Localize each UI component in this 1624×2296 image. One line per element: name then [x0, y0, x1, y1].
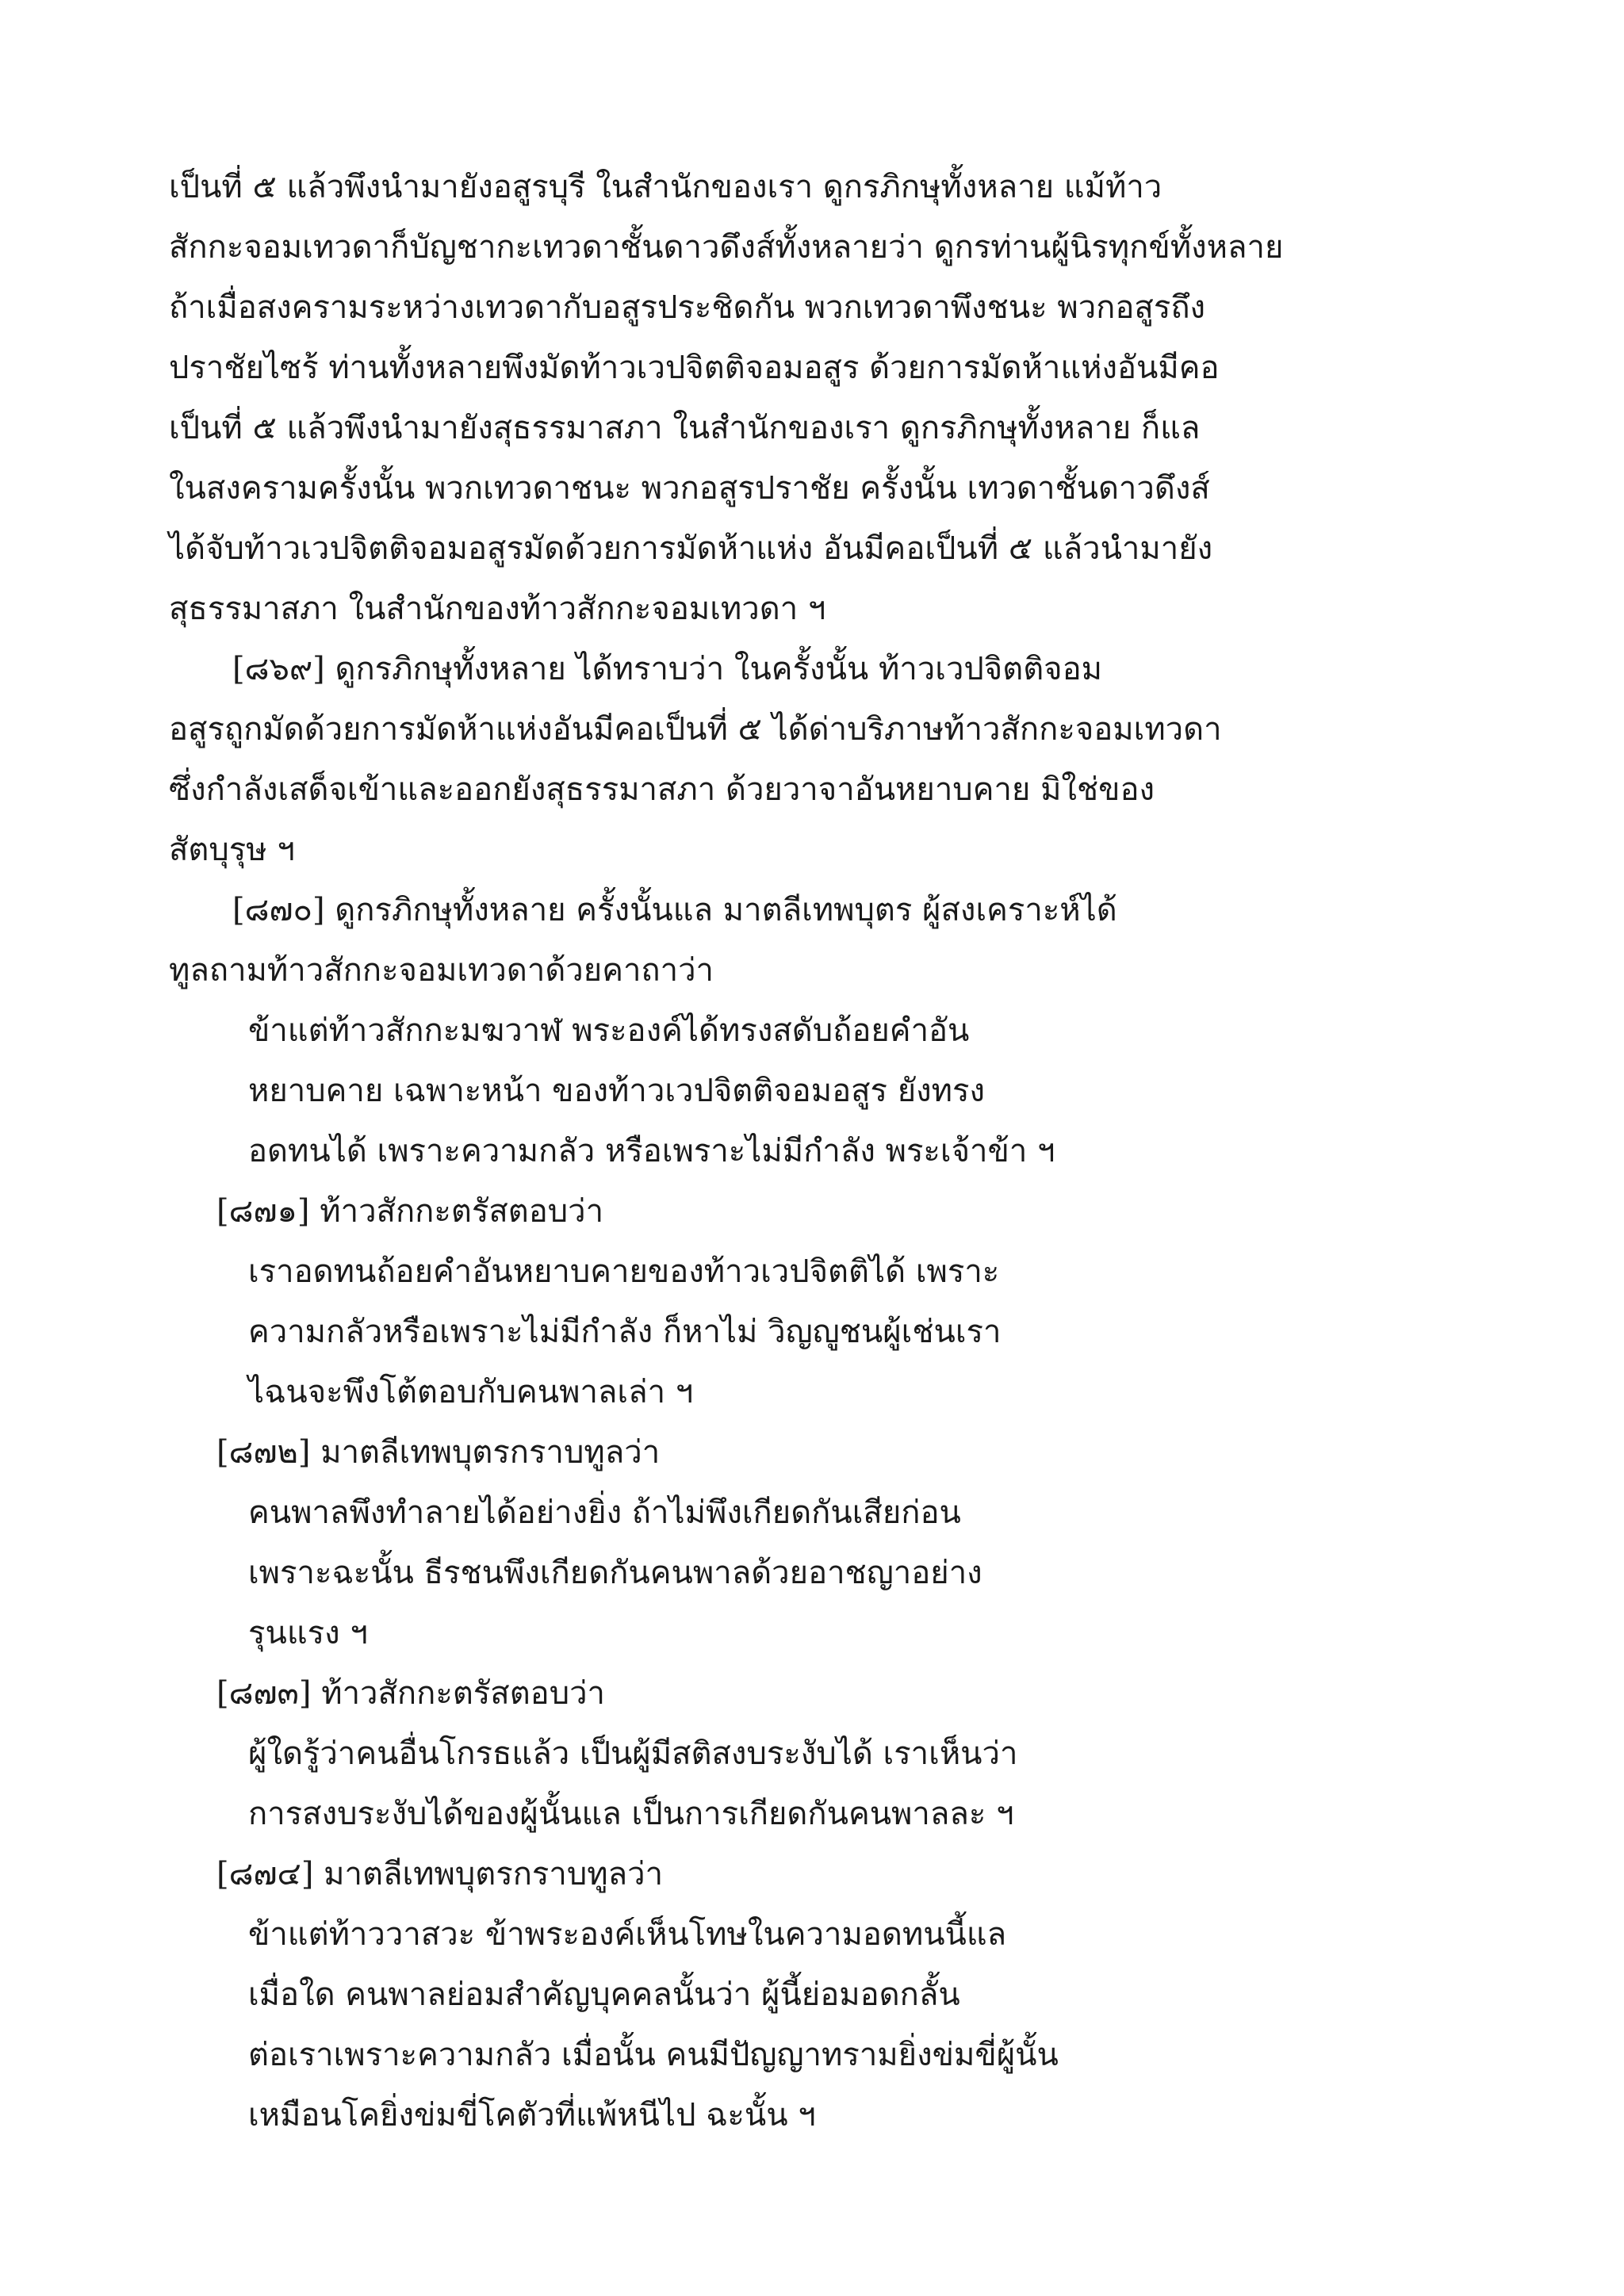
verse-line: ความกลัวหรือเพราะไม่มีกำลัง ก็หาไม่ วิญญูชนผู้เช่นเรา [248, 1314, 1002, 1350]
verse-line: ข้าแต่ท้าววาสวะ ข้าพระองค์เห็นโทษในความอดทนนี้แล [248, 1916, 1007, 1953]
verse-line: หยาบคาย เฉพาะหน้า ของท้าวเวปจิตติจอมอสูร ยังทรง [248, 1073, 986, 1109]
verse-line: คนพาลพึงทำลายได้อย่างยิ่ง ถ้าไม่พึงเกียดกันเสียก่อน [248, 1494, 961, 1531]
text-line: อสูรถูกมัดด้วยการมัดห้าแห่งอันมีคอเป็นที่ ๕ ได้ด่าบริภาษท้าวสักกะจอมเทวดา [169, 711, 1222, 748]
text-line: ทูลถามท้าวสักกะจอมเทวดาด้วยคาถาว่า [169, 952, 714, 989]
text-line: ซึ่งกำลังเสด็จเข้าและออกยังสุธรรมาสภา ด้วยวาจาอันหยาบคาย มิใช่ของ [169, 771, 1155, 808]
verse-line: ไฉนจะพึงโต้ตอบกับคนพาลเล่า ฯ [248, 1374, 694, 1410]
section-871-heading-line: [๘๗๑] ท้าวสักกะตรัสตอบว่า [216, 1193, 604, 1230]
verse-line: เพราะฉะนั้น ธีรชนพึงเกียดกันคนพาลด้วยอาชญาอย่าง [248, 1555, 982, 1591]
section-869-heading-line: [๘๖๙] ดูกรภิกษุทั้งหลาย ได้ทราบว่า ในครั้งนั้น ท้าวเวปจิตติจอม [232, 651, 1103, 687]
verse-line: รุนแรง ฯ [248, 1615, 368, 1651]
text-line: ถ้าเมื่อสงครามระหว่างเทวดากับอสูรประชิดกัน พวกเทวดาพึงชนะ พวกอสูรถึง [169, 289, 1206, 326]
text-line: สุธรรมาสภา ในสำนักของท้าวสักกะจอมเทวดา ฯ [169, 591, 826, 627]
text-line: ปราชัยไซร้ ท่านทั้งหลายพึงมัดท้าวเวปจิตติจอมอสูร ด้วยการมัดห้าแห่งอันมีคอ [169, 350, 1220, 386]
verse-line: เราอดทนถ้อยคำอันหยาบคายของท้าวเวปจิตติได้ เพราะ [248, 1253, 1000, 1290]
text-line: สัตบุรุษ ฯ [169, 832, 295, 868]
text-line: สักกะจอมเทวดาก็บัญชากะเทวดาชั้นดาวดึงส์ทั้งหลายว่า ดูกรท่านผู้นิรทุกข์ทั้งหลาย [169, 229, 1284, 266]
verse-line: เมื่อใด คนพาลย่อมสำคัญบุคคลนั้นว่า ผู้นี้ย่อมอดกลั้น [248, 1976, 960, 2013]
text-line: ได้จับท้าวเวปจิตติจอมอสูรมัดด้วยการมัดห้าแห่ง อันมีคอเป็นที่ ๕ แล้วนำมายัง [169, 530, 1213, 567]
verse-line: การสงบระงับได้ของผู้นั้นแล เป็นการเกียดกันคนพาลละ ฯ [248, 1796, 1014, 1832]
text-line: เป็นที่ ๕ แล้วพึงนำมายังอสูรบุรี ในสำนักของเรา ดูกรภิกษุทั้งหลาย แม้ท้าว [169, 169, 1162, 205]
section-873-heading-line: [๘๗๓] ท้าวสักกะตรัสตอบว่า [216, 1675, 606, 1712]
verse-line: ต่อเราเพราะความกลัว เมื่อนั้น คนมีปัญญาทรามยิ่งข่มขี่ผู้นั้น [248, 2037, 1059, 2073]
verse-line: ข้าแต่ท้าวสักกะมฆวาฬ พระองค์ได้ทรงสดับถ้อยคำอัน [248, 1012, 970, 1049]
verse-line: ผู้ใดรู้ว่าคนอื่นโกรธแล้ว เป็นผู้มีสติสงบระงับได้ เราเห็นว่า [248, 1735, 1018, 1772]
text-line: เป็นที่ ๕ แล้วพึงนำมายังสุธรรมาสภา ในสำนักของเรา ดูกรภิกษุทั้งหลาย ก็แล [169, 410, 1201, 446]
section-872-heading-line: [๘๗๒] มาตลีเทพบุตรกราบทูลว่า [216, 1434, 661, 1471]
text-line: ในสงครามครั้งนั้น พวกเทวดาชนะ พวกอสูรปราชัย ครั้งนั้น เทวดาชั้นดาวดึงส์ [169, 470, 1210, 507]
verse-line: เหมือนโคยิ่งข่มขี่โคตัวที่แพ้หนีไป ฉะนั้น ฯ [248, 2097, 816, 2133]
section-874-heading-line: [๘๗๔] มาตลีเทพบุตรกราบทูลว่า [216, 1856, 664, 1892]
section-870-heading-line: [๘๗๐] ดูกรภิกษุทั้งหลาย ครั้งนั้นแล มาตลีเทพบุตร ผู้สงเคราะห์ได้ [232, 892, 1117, 928]
verse-line: อดทนได้ เพราะความกลัว หรือเพราะไม่มีกำลัง พระเจ้าข้า ฯ [248, 1133, 1055, 1169]
